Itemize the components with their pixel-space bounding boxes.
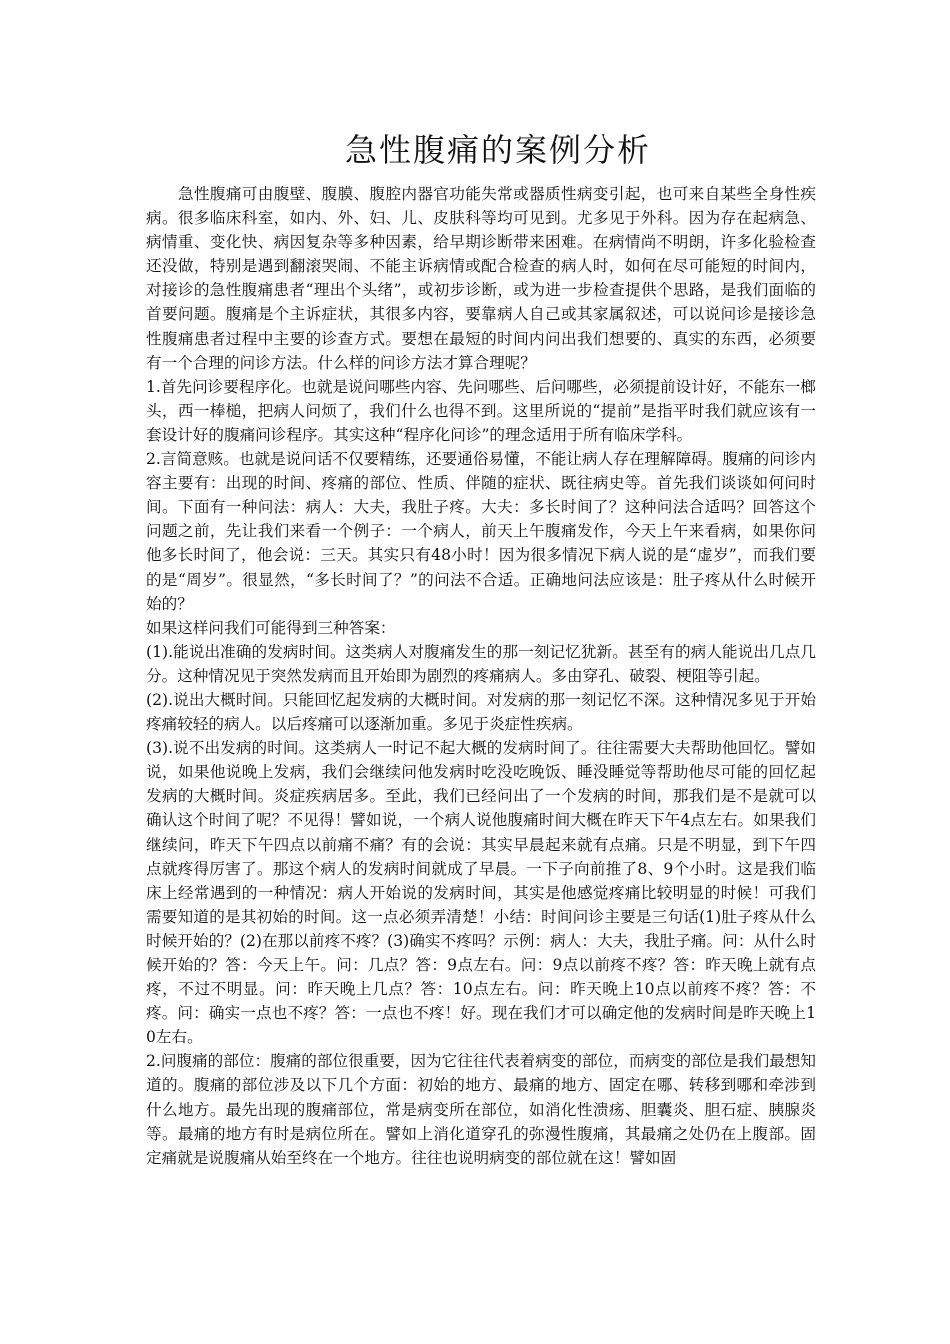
intro-paragraph: 急性腹痛可由腹壁、腹膜、腹腔内器官功能失常或器质性病变引起，也可来自某些全身性疾病。很多临床科室，如内、外、妇、儿、皮肤科等均可见到。尤多见于外科。因为存在起病急、病情重、变化快、病因复杂等多种因素，给早期诊断带来困难。在病情尚不明朗，许多化验检查还没做，特别是遇到翻滚哭闹、不能主诉病情或配合检查的病人时，如何在尽可能短的时间内，对接诊的急性腹痛患者“理出个头绪”，或初步诊断，或为进一步检查提供个思路，是我们面临的首要问题。腹痛是个主诉症状，其很多内容，要靠病人自己或其家属叙述，可以说问诊是接诊急性腹痛患者过程中主要的诊查方式。要想在最短的时间内问出我们想要的、真实的东西，必须要有一个合理的问诊方法。什么样的问诊方法才算合理呢？ [146, 185, 816, 372]
paragraph-answer-2: (2).说出大概时间。只能回忆起发病的大概时间。对发病的那一刻记忆不深。这种情况多见于开始疼痛较轻的病人。以后疼痛可以逐渐加重。多见于炎症性疾病。 [146, 690, 816, 734]
document-page [146, 126, 816, 1170]
paragraph-pain-location: 2.问腹痛的部位：腹痛的部位很重要，因为它往往代表着病变的部位，而病变的部位是我们最想知道的。腹痛的部位涉及以下几个方面：初始的地方、最痛的地方、固定在哪、转移到哪和牵涉到什么地方。最先出现的腹痛部位，常是病变所在部位，如消化性溃疡、胆囊炎、胆石症、胰腺炎等。最痛的地方有时是病位所在。譬如上消化道穿孔的弥漫性腹痛，其最痛之处仍在上腹部。固定痛就是说腹痛从始至终在一个地方。往往也说明病变的部位就在这！譬如固 [146, 1052, 816, 1167]
paragraph-answer-1: (1).能说出准确的发病时间。这类病人对腹痛发生的那一刻记忆犹新。甚至有的病人能说出几点几分。这种情况见于突然发病而且开始即为剧烈的疼痛病人。多由穿孔、破裂、梗阻等引起。 [146, 642, 816, 685]
document-title: 急性腹痛的案例分析 [344, 131, 651, 169]
paragraph-answer-3: (3).说不出发病的时间。这类病人一时记不起大概的发病时间了。往往需要大夫帮助他回忆。譬如说，如果他说晚上发病，我们会继续问他发病时吃没吃晚饭、睡没睡觉等帮助他尽可能的回忆起发病的大概时间。炎症疾病居多。至此，我们已经问出了一个发病的时间，那我们是不是就可以确认这个时间了呢？不见得！譬如说，一个病人说他腹痛时间大概在昨天下午4点左右。如果我们继续问，昨天下午四点以前痛不痛？有的会说：其实早晨起来就有点痛。只是不明显，到下午四点就疼得厉害了。那这个病人的发病时间就成了早晨。一下子向前推了8、9个小时。这是我们临床上经常遇到的一种情况：病人开始说的发病时间，其实是他感觉疼痛比较明显的时候！可我们需要知道的是其初始的时间。这一点必须弄清楚！小结：时间问诊主要是三句话(1)肚子疼从什么时候开始的？(2)在那以前疼不疼？(3)确实不疼吗？示例：病人：大夫，我肚子痛。问：从什么时候开始的？答：今天上午。问：几点？答：9点左右。问：9点以前疼不疼？答：昨天晚上就有点疼，不过不明显。问：昨天晚上几点？答：10点左右。问：昨天晚上10点以前疼不疼？答：不疼。问：确实一点也不疼？答：一点也不疼！好。现在我们才可以确定他的发病时间是昨天晚上10左右。 [146, 739, 816, 1047]
paragraph-point-2-concise: 2.言简意赅。也就是说问话不仅要精练，还要通俗易懂，不能让病人存在理解障碍。腹痛的问诊内容主要有：出现的时间、疼痛的部位、性质、伴随的症状、既往病史等。首先我们谈谈如何问时间。下面有一种问法：病人：大夫，我肚子疼。大夫：多长时间了？这种问法合适吗？回答这个问题之前，先让我们来看一个例子：一个病人，前天上午腹痛发作，今天上午来看病，如果你问他多长时间了，他会说：三天。其实只有48小时！因为很多情况下病人说的是“虚岁”，而我们要的是“周岁”。很显然，“多长时间了？”的问法不合适。正确地问法应该是：肚子疼从什么时候开始的？ [146, 450, 816, 613]
paragraph-point-1-program: 1.首先问诊要程序化。也就是说问哪些内容、先问哪些、后问哪些，必须提前设计好，不能东一榔头，西一棒槌，把病人问烦了，我们什么也得不到。这里所说的“提前”是指平时我们就应该有一套设计好的腹痛问诊程序。其实这种“程序化问诊”的理念适用于所有临床学科。 [146, 377, 816, 444]
paragraph-three-answers: 如果这样问我们可能得到三种答案： [146, 618, 396, 637]
